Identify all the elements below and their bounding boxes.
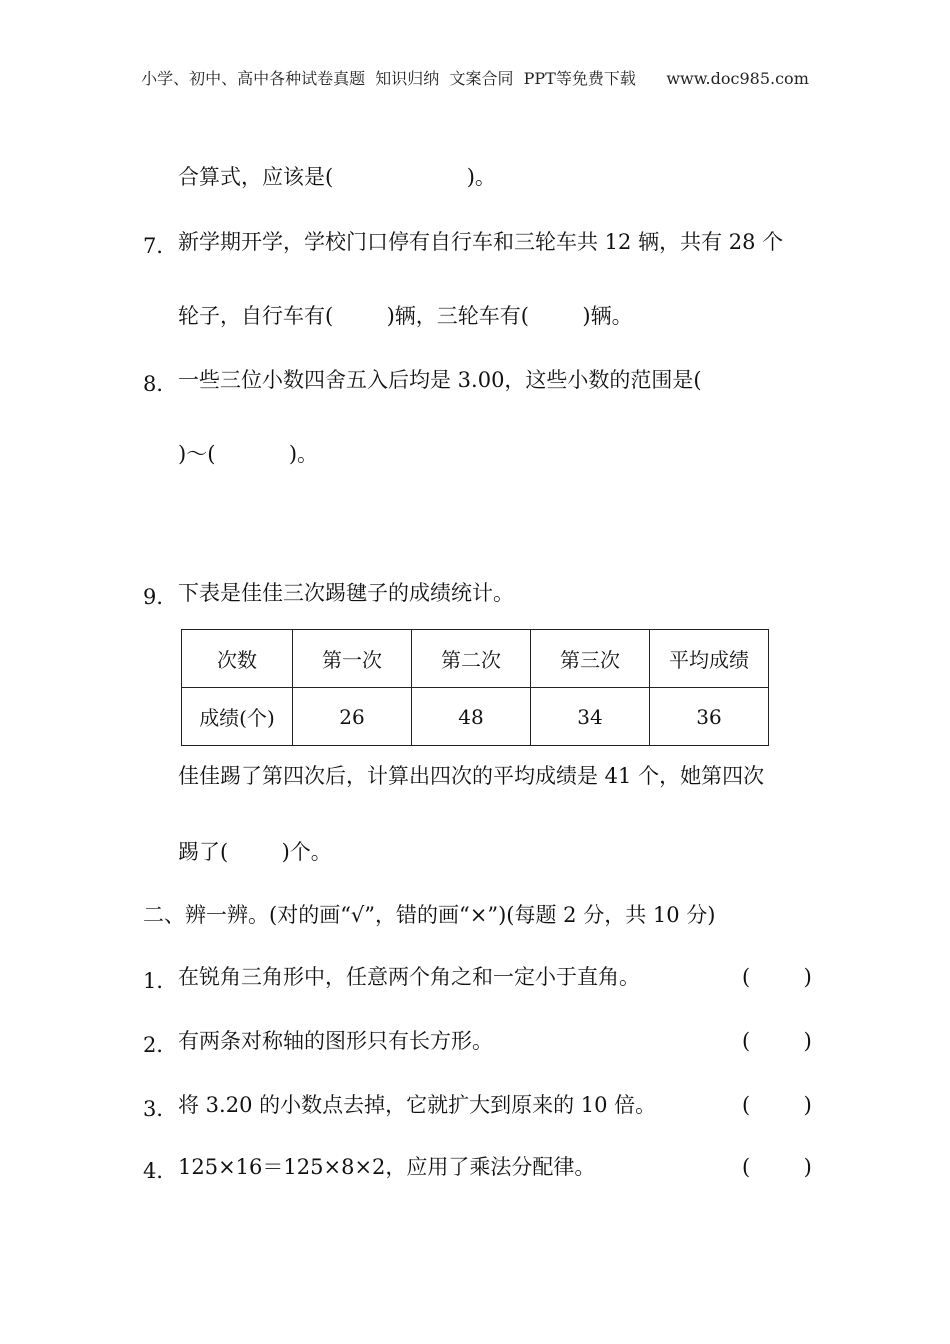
s2-item1-number: 1． bbox=[143, 969, 178, 993]
table-cell: 34 bbox=[531, 688, 650, 746]
q6-continuation: 合算式，应该是( )。 bbox=[178, 165, 496, 189]
q9-number: 9． bbox=[143, 585, 178, 609]
s2-item3-text: 将 3.20 的小数点去掉，它就扩大到原来的 10 倍。 bbox=[178, 1093, 657, 1117]
q9-line1: 下表是佳佳三次踢毽子的成绩统计。 bbox=[178, 581, 514, 605]
table-row bbox=[182, 688, 769, 746]
table-header-cell: 第三次 bbox=[531, 630, 650, 688]
score-table bbox=[181, 629, 769, 746]
q8-line2: )～( )。 bbox=[178, 442, 319, 466]
q9-line2: 佳佳踢了第四次后，计算出四次的平均成绩是 41 个，她第四次 bbox=[178, 764, 765, 788]
q9-line3: 踢了( )个。 bbox=[178, 840, 332, 864]
table-cell: 26 bbox=[293, 688, 412, 746]
section2-title: 二、辨一辨。(对的画“√”，错的画“×”)(每题 2 分，共 10 分) bbox=[143, 903, 716, 927]
q7-line1: 新学期开学，学校门口停有自行车和三轮车共 12 辆，共有 28 个 bbox=[178, 230, 784, 254]
table-cell: 成绩(个) bbox=[182, 688, 293, 746]
table-header-cell: 第一次 bbox=[293, 630, 412, 688]
table-cell: 36 bbox=[650, 688, 769, 746]
table-header-cell: 第二次 bbox=[412, 630, 531, 688]
s2-item2-text: 有两条对称轴的图形只有长方形。 bbox=[178, 1029, 493, 1053]
q7-line2: 轮子，自行车有( )辆，三轮车有( )辆。 bbox=[178, 304, 633, 328]
s2-item4-answer-blank[interactable]: ( ) bbox=[742, 1155, 812, 1179]
s2-item1-text: 在锐角三角形中，任意两个角之和一定小于直角。 bbox=[178, 965, 640, 989]
table-cell: 48 bbox=[412, 688, 531, 746]
q8-line1: 一些三位小数四舍五入后均是 3.00，这些小数的范围是( bbox=[178, 368, 702, 392]
table-header-row bbox=[182, 630, 769, 688]
table-header-cell: 平均成绩 bbox=[650, 630, 769, 688]
s2-item1-answer-blank[interactable]: ( ) bbox=[742, 965, 812, 989]
q8-number: 8． bbox=[143, 372, 178, 396]
s2-item3-number: 3． bbox=[143, 1097, 178, 1121]
s2-item4-number: 4． bbox=[143, 1159, 178, 1183]
q7-number: 7． bbox=[143, 234, 178, 258]
s2-item3-answer-blank[interactable]: ( ) bbox=[742, 1093, 812, 1117]
page-header: 小学、初中、高中各种试卷真题 知识归纳 文案合同 PPT等免费下载 www.doc985.com bbox=[141, 69, 809, 88]
s2-item2-answer-blank[interactable]: ( ) bbox=[742, 1029, 812, 1053]
s2-item4-text: 125×16＝125×8×2，应用了乘法分配律。 bbox=[178, 1155, 596, 1179]
table-header-cell: 次数 bbox=[182, 630, 293, 688]
s2-item2-number: 2． bbox=[143, 1033, 178, 1057]
